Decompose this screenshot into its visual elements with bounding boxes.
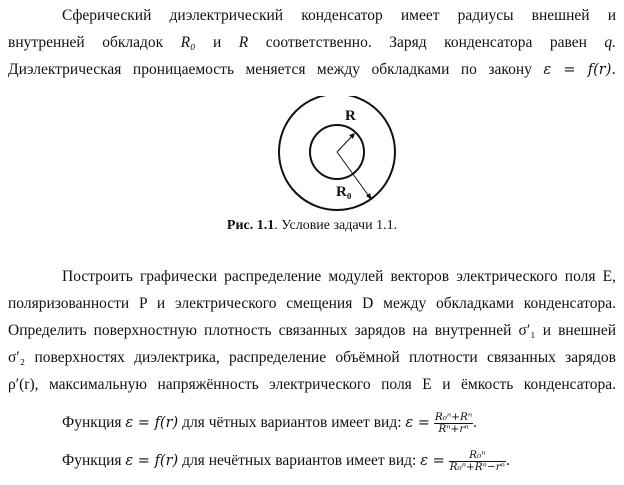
intro-line-2: внутренней обкладок R₀ и R соответственно. Заряд конденсатора равен q. bbox=[8, 34, 617, 51]
function-odd-line: Функция ε = f(r) для нечётных вариантов имеет вид: ε = $\frac{\text{R₀ⁿ}}{\text{R₀ⁿ+Rⁿ−rⁿ}}$ . bbox=[62, 449, 510, 473]
odd-numerator: R₀ⁿ bbox=[449, 450, 506, 462]
task-line-2: поляризованности P и электрического смещения D между обкладками конденсатора. bbox=[8, 295, 616, 312]
function-even-line: Функция ε = f(r) для чётных вариантов имеет вид: ε = $\frac{\text{R₀ⁿ+Rⁿ}}{\text{Rⁿ+rⁿ}}$ . bbox=[62, 411, 478, 435]
permittivity-law: ε = f(r). bbox=[543, 62, 616, 78]
task-line-5: ρ′(r), максимальную напряжённость электрического поля E и ёмкость конденсатора. bbox=[8, 376, 616, 393]
label-R0: R₀ bbox=[336, 184, 352, 200]
task-line-1: Построить графически распределение модулей векторов электрического поля E, bbox=[62, 268, 616, 285]
inner-radius-symbol: R₀ bbox=[180, 34, 196, 51]
even-fraction bbox=[434, 412, 473, 435]
even-numerator: R₀ⁿ+Rⁿ bbox=[434, 411, 473, 423]
charge-symbol: q. bbox=[604, 34, 617, 51]
odd-fraction bbox=[449, 450, 506, 473]
task-line-3: Определить поверхностную плотность связанных зарядов на внутренней σ′₁ и внешней bbox=[8, 322, 616, 339]
function-odd-formula: ε = f(r) bbox=[125, 453, 179, 470]
intro-line-1: Сферический диэлектрический конденсатор имеет радиусы внешней и bbox=[62, 7, 616, 24]
caption-label: Рис. 1.1 bbox=[226, 218, 275, 233]
function-even-formula: ε = f(r) bbox=[125, 415, 179, 432]
label-R: R bbox=[345, 108, 356, 124]
intro-line-3: Диэлектрическая проницаемость меняется между обкладками по закону ε = f(r). bbox=[8, 61, 616, 78]
caption-text: . Условие задачи 1.1. bbox=[274, 218, 398, 233]
task-paragraph bbox=[8, 263, 616, 398]
task-line-4: σ′₂ поверхностях диэлектрика, распределение объёмной плотности связанных зарядов bbox=[8, 349, 616, 366]
odd-denominator: R₀ⁿ+Rⁿ−rⁿ bbox=[449, 461, 506, 473]
even-denominator: Rⁿ+rⁿ bbox=[438, 423, 469, 435]
outer-radius-symbol: R bbox=[238, 34, 249, 51]
capacitor-figure bbox=[0, 96, 624, 221]
figure-caption bbox=[0, 218, 624, 234]
intro-paragraph bbox=[8, 2, 616, 84]
